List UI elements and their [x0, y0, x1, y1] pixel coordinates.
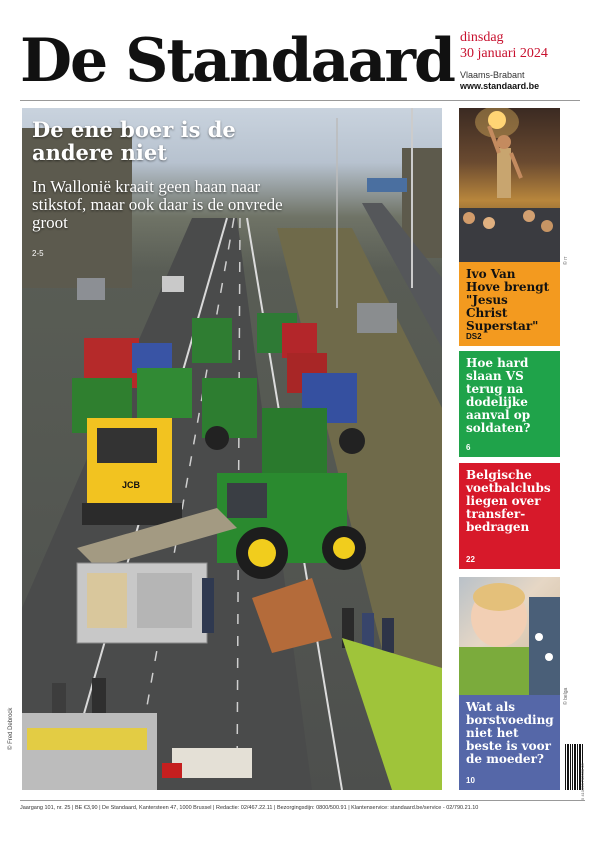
theatre-photo-credit: © rr [563, 256, 569, 265]
teaser-breastfeeding-page: 10 [466, 776, 475, 785]
jcb-label: JCB [122, 480, 141, 490]
barcode-number: 5 410593 702038 05 [580, 763, 585, 800]
website-link[interactable]: www.standaard.be [460, 81, 540, 91]
teaser-breastfeeding-title: Wat als borstvoeding niet het beste is voor de moeder? [466, 700, 554, 766]
teaser-breastfeeding[interactable] [459, 695, 560, 790]
teaser-football-clubs-page: 22 [466, 555, 475, 564]
footer-imprint: Jaargang 101, nr. 25 | BE €3,90 | De Standaard, Kantersteen 47, 1000 Brussel | Redactie: 02/467.22.11 | Bezorgingsdijn: 0800/500.91 | Klantenservice: standaard.be/service - 02/790.21.10 [20, 800, 585, 811]
theatre-photo[interactable] [459, 108, 560, 262]
edition-region: Vlaams-Brabant [460, 70, 525, 80]
issue-day: dinsdag [460, 30, 504, 45]
masthead [20, 26, 454, 96]
main-photo-credit: © Fred Debrock [8, 707, 14, 750]
baby-photo[interactable] [459, 577, 560, 695]
performer-illustration [459, 108, 560, 262]
baby-photo-credit: © belga [563, 687, 569, 705]
main-page-ref: 2-5 [32, 249, 44, 258]
teaser-theatre-title: Ivo Van Hove brengt "Jesus Christ Superstar" [466, 267, 550, 333]
teaser-us-retaliation-title: Hoe hard slaan VS terug na dodelijke aanval op soldaten? [466, 356, 531, 435]
masthead-title[interactable]: De Standaard [20, 26, 454, 96]
teaser-us-retaliation[interactable] [459, 351, 560, 457]
date-block [460, 30, 590, 92]
issue-date: 30 januari 2024 [460, 46, 548, 61]
main-subheadline: In Wallonië kraait geen haan naar stikstof, maar ook daar is de onvrede groot [32, 177, 283, 232]
teaser-football-clubs[interactable] [459, 463, 560, 569]
teaser-us-retaliation-page: 6 [466, 443, 471, 452]
main-headline[interactable]: De ene boer is de andere niet [32, 117, 236, 165]
main-story-photo[interactable] [22, 108, 442, 790]
baby-illustration [459, 577, 560, 695]
teaser-theatre-page: DS2 [466, 332, 482, 341]
masthead-divider [20, 100, 580, 101]
teaser-football-clubs-title: Belgische voetbalclubs liegen over transfer-bedragen [466, 468, 551, 534]
teaser-theatre[interactable] [459, 262, 560, 346]
